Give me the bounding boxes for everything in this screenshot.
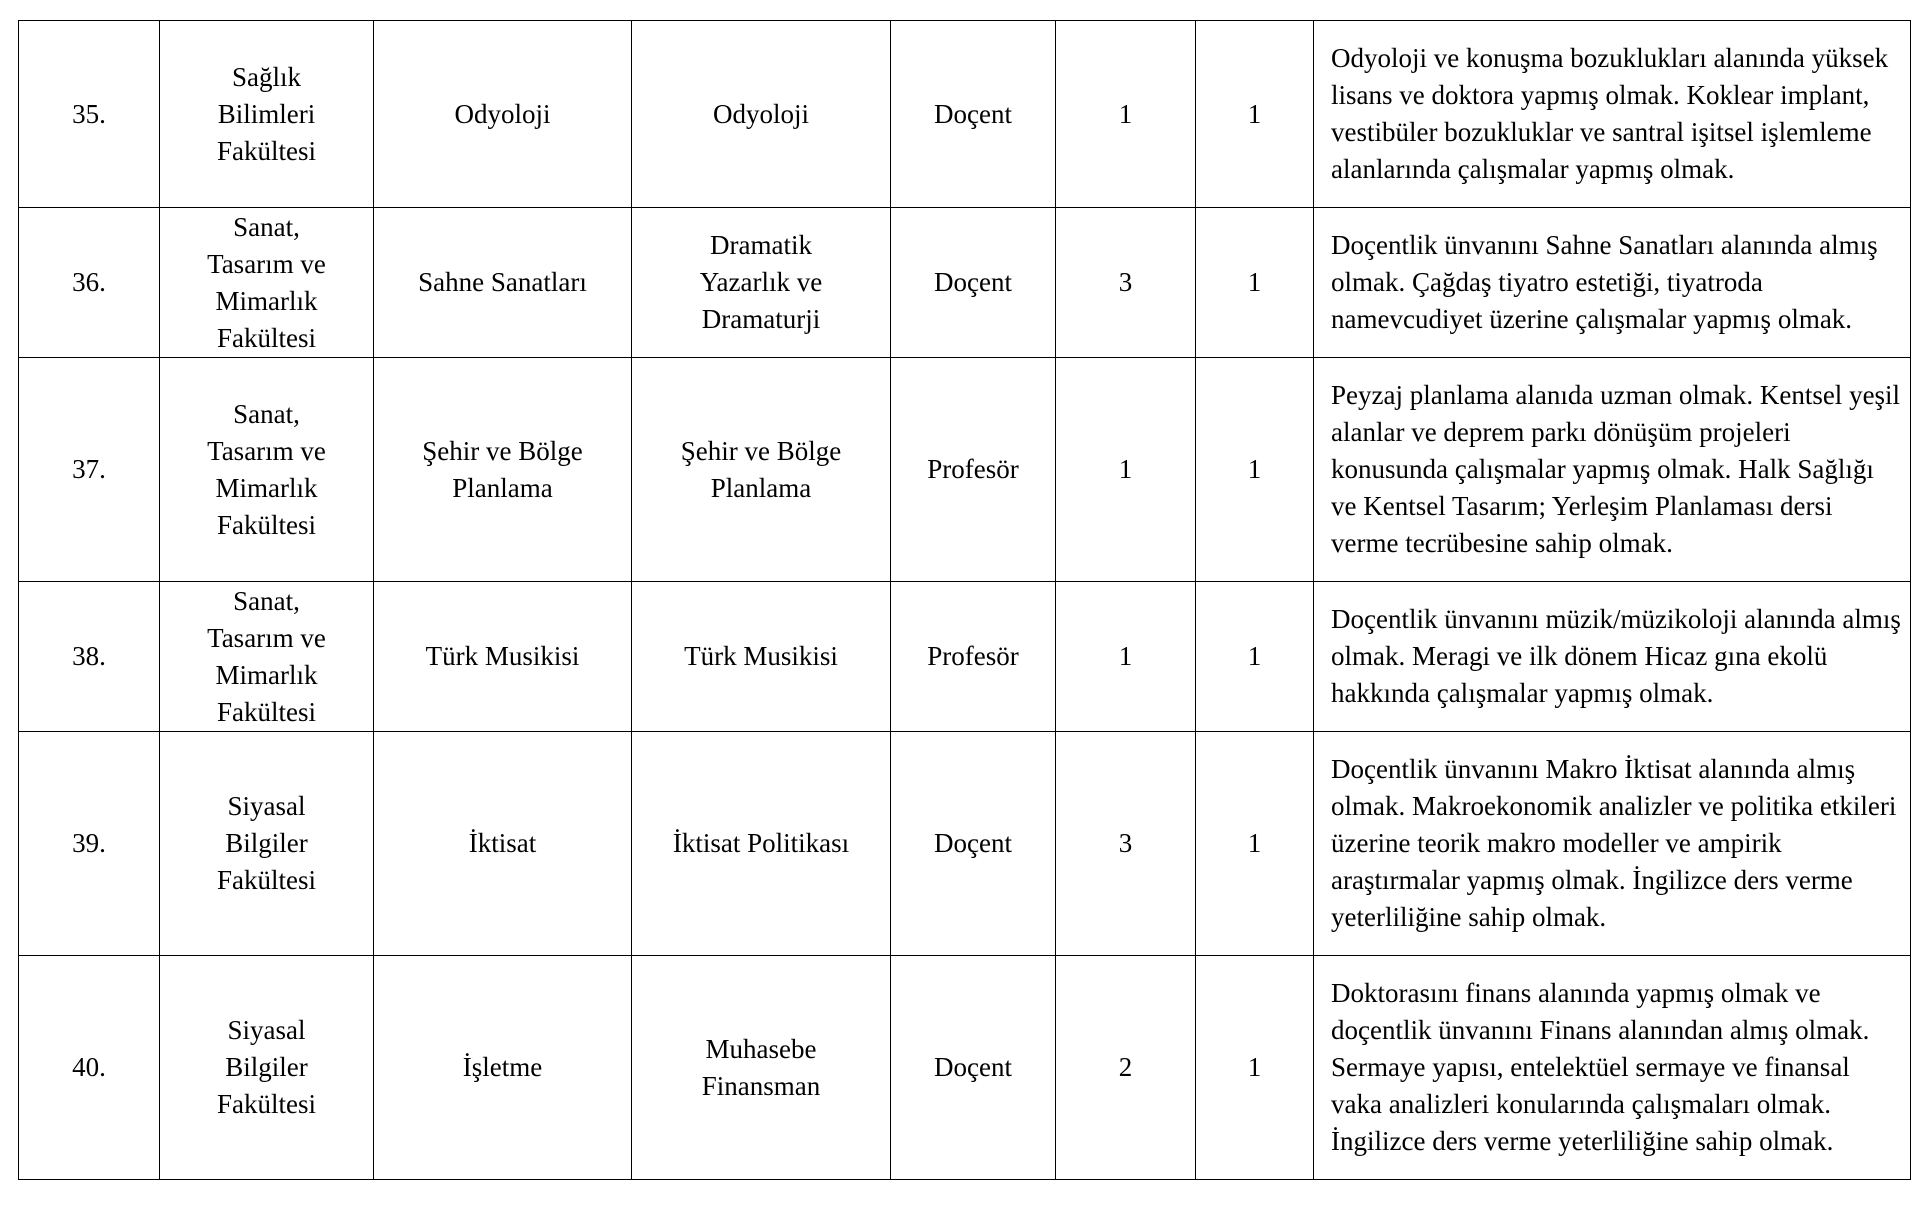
row-number: 38.: [19, 582, 160, 732]
program-cell: Odyoloji: [632, 21, 891, 208]
department-cell: Türk Musikisi: [374, 582, 632, 732]
title-cell: Doçent: [891, 21, 1056, 208]
row-number: 39.: [19, 732, 160, 956]
degree-cell: 1: [1056, 582, 1196, 732]
vacancy-table: [18, 20, 1911, 1180]
requirements-cell: Doçentlik ünvanını Makro İktisat alanında almış olmak. Makroekonomik analizler ve politika etkileri üzerine teorik makro modeller ve ampirik araştırmalar yapmış olmak. İngilizce ders verme yeterliliğine sahip olmak.: [1314, 732, 1911, 956]
program-cell: Türk Musikisi: [632, 582, 891, 732]
degree-cell: 3: [1056, 208, 1196, 358]
count-cell: 1: [1196, 21, 1314, 208]
department-cell: İşletme: [374, 956, 632, 1180]
program-cell: Muhasebe Finansman: [632, 956, 891, 1180]
program-cell: Dramatik Yazarlık ve Dramaturji: [632, 208, 891, 358]
table-row: [19, 582, 1911, 732]
table-row: [19, 21, 1911, 208]
degree-cell: 2: [1056, 956, 1196, 1180]
faculty-cell: Sanat, Tasarım ve Mimarlık Fakültesi: [160, 582, 374, 732]
faculty-cell: Siyasal Bilgiler Fakültesi: [160, 956, 374, 1180]
count-cell: 1: [1196, 208, 1314, 358]
degree-cell: 1: [1056, 358, 1196, 582]
title-cell: Profesör: [891, 358, 1056, 582]
faculty-cell: Sanat, Tasarım ve Mimarlık Fakültesi: [160, 358, 374, 582]
requirements-cell: Odyoloji ve konuşma bozuklukları alanında yüksek lisans ve doktora yapmış olmak. Koklear implant, vestibüler bozukluklar ve santral işitsel işlemleme alanlarında çalışmalar yapmış olmak.: [1314, 21, 1911, 208]
degree-cell: 3: [1056, 732, 1196, 956]
title-cell: Doçent: [891, 732, 1056, 956]
requirements-cell: Peyzaj planlama alanıda uzman olmak. Kentsel yeşil alanlar ve deprem parkı dönüşüm projeleri konusunda çalışmalar yapmış olmak. Halk Sağlığı ve Kentsel Tasarım; Yerleşim Planlaması dersi verme tecrübesine sahip olmak.: [1314, 358, 1911, 582]
degree-cell: 1: [1056, 21, 1196, 208]
count-cell: 1: [1196, 732, 1314, 956]
row-number: 37.: [19, 358, 160, 582]
program-cell: Şehir ve Bölge Planlama: [632, 358, 891, 582]
department-cell: Sahne Sanatları: [374, 208, 632, 358]
table-row: [19, 208, 1911, 358]
table-row: [19, 358, 1911, 582]
row-number: 40.: [19, 956, 160, 1180]
faculty-cell: Sanat, Tasarım ve Mimarlık Fakültesi: [160, 208, 374, 358]
count-cell: 1: [1196, 956, 1314, 1180]
count-cell: 1: [1196, 582, 1314, 732]
requirements-cell: Doçentlik ünvanını Sahne Sanatları alanında almış olmak. Çağdaş tiyatro estetiği, tiyatroda namevcudiyet üzerine çalışmalar yapmış olmak.: [1314, 208, 1911, 358]
department-cell: Odyoloji: [374, 21, 632, 208]
department-cell: Şehir ve Bölge Planlama: [374, 358, 632, 582]
title-cell: Profesör: [891, 582, 1056, 732]
department-cell: İktisat: [374, 732, 632, 956]
title-cell: Doçent: [891, 956, 1056, 1180]
count-cell: 1: [1196, 358, 1314, 582]
row-number: 36.: [19, 208, 160, 358]
requirements-cell: Doçentlik ünvanını müzik/müzikoloji alanında almış olmak. Meragi ve ilk dönem Hicaz gına ekolü hakkında çalışmalar yapmış olmak.: [1314, 582, 1911, 732]
faculty-cell: Sağlık Bilimleri Fakültesi: [160, 21, 374, 208]
table-row: [19, 732, 1911, 956]
requirements-cell: Doktorasını finans alanında yapmış olmak ve doçentlik ünvanını Finans alanından almış olmak. Sermaye yapısı, entelektüel sermaye ve finansal vaka analizleri konularında çalışmaları olmak. İngilizce ders verme yeterliliğine sahip olmak.: [1314, 956, 1911, 1180]
faculty-cell: Siyasal Bilgiler Fakültesi: [160, 732, 374, 956]
title-cell: Doçent: [891, 208, 1056, 358]
table-row: [19, 956, 1911, 1180]
row-number: 35.: [19, 21, 160, 208]
program-cell: İktisat Politikası: [632, 732, 891, 956]
